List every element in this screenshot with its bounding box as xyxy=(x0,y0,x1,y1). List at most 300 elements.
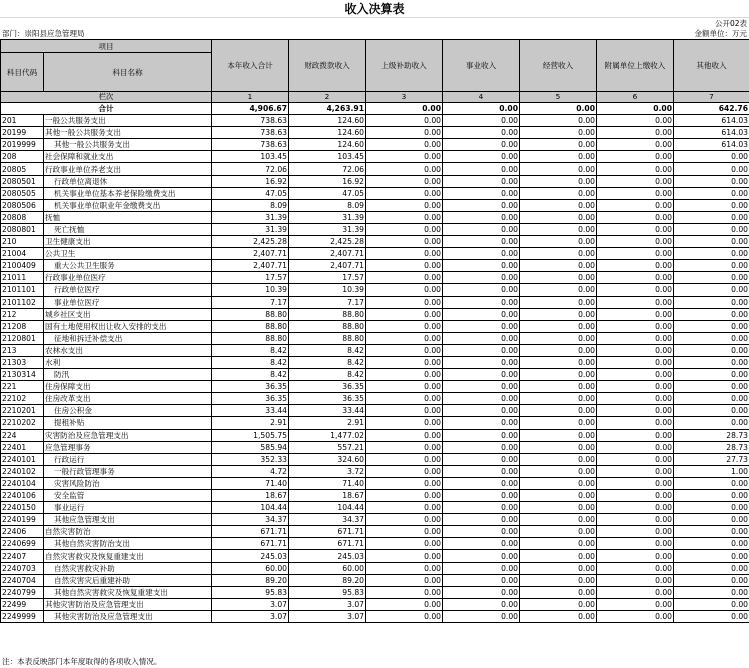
amount-cell: 0.00 xyxy=(674,211,749,223)
amount-cell: 0.00 xyxy=(443,514,520,526)
amount-cell: 0.00 xyxy=(520,344,597,356)
amount-cell: 36.35 xyxy=(289,381,366,393)
amount-cell: 0.00 xyxy=(366,610,443,622)
amount-cell: 0.00 xyxy=(520,332,597,344)
amount-cell: 671.71 xyxy=(212,526,289,538)
amount-cell: 36.35 xyxy=(289,393,366,405)
amount-cell: 104.44 xyxy=(289,502,366,514)
amount-cell: 47.05 xyxy=(212,187,289,199)
amount-cell: 0.00 xyxy=(443,538,520,550)
amount-cell: 0.00 xyxy=(597,514,674,526)
amount-cell: 0.00 xyxy=(443,236,520,248)
amount-cell: 0.00 xyxy=(597,223,674,235)
amount-cell: 60.00 xyxy=(212,562,289,574)
amount-cell: 124.60 xyxy=(289,139,366,151)
amount-cell: 0.00 xyxy=(674,344,749,356)
subject-name: 其他自然灾害救灾及恢复重建支出 xyxy=(44,586,212,598)
amount-cell: 0.00 xyxy=(674,514,749,526)
amount-cell: 7.17 xyxy=(212,296,289,308)
table-row xyxy=(1,223,749,235)
amount-cell: 614.03 xyxy=(674,127,749,139)
amount-cell: 0.00 xyxy=(520,356,597,368)
subject-code: 20808 xyxy=(1,211,44,223)
amount-cell: 0.00 xyxy=(597,441,674,453)
table-row xyxy=(1,381,749,393)
amount-cell: 0.00 xyxy=(520,369,597,381)
subject-name: 住房改革支出 xyxy=(44,393,212,405)
amount-cell: 89.20 xyxy=(212,574,289,586)
amount-cell: 0.00 xyxy=(597,453,674,465)
amount-cell: 0.00 xyxy=(674,163,749,175)
subject-code: 21011 xyxy=(1,272,44,284)
amount-cell: 0.00 xyxy=(443,598,520,610)
amount-cell: 0.00 xyxy=(366,115,443,127)
table-row xyxy=(1,127,749,139)
amount-cell: 671.71 xyxy=(289,538,366,550)
amount-cell: 352.33 xyxy=(212,453,289,465)
amount-cell: 88.80 xyxy=(212,332,289,344)
amount-cell: 0.00 xyxy=(520,223,597,235)
amount-cell: 0.00 xyxy=(520,562,597,574)
amount-cell: 0.00 xyxy=(366,344,443,356)
amount-cell: 3.07 xyxy=(289,610,366,622)
subject-name: 应急管理事务 xyxy=(44,441,212,453)
subject-name: 行政事业单位医疗 xyxy=(44,272,212,284)
subject-name: 机关事业单位职业年金缴费支出 xyxy=(44,199,212,211)
income-table xyxy=(0,39,749,623)
header-col-6: 附属单位上缴收入 xyxy=(597,40,674,92)
amount-cell: 8.42 xyxy=(212,356,289,368)
amount-cell: 0.00 xyxy=(520,296,597,308)
subject-name: 一般行政管理事务 xyxy=(44,465,212,477)
amount-cell: 3.72 xyxy=(289,465,366,477)
subject-code: 20805 xyxy=(1,163,44,175)
amount-cell: 0.00 xyxy=(443,562,520,574)
amount-cell: 0.00 xyxy=(597,151,674,163)
amount-cell: 0.00 xyxy=(597,187,674,199)
table-row xyxy=(1,502,749,514)
amount-cell: 0.00 xyxy=(366,296,443,308)
table-row xyxy=(1,453,749,465)
subject-name: 安全监管 xyxy=(44,490,212,502)
subject-code: 2240106 xyxy=(1,490,44,502)
subject-code: 2101102 xyxy=(1,296,44,308)
amount-cell: 0.00 xyxy=(520,115,597,127)
amount-cell: 0.00 xyxy=(443,393,520,405)
amount-cell: 2,425.28 xyxy=(289,236,366,248)
amount-cell: 0.00 xyxy=(366,381,443,393)
amount-cell: 0.00 xyxy=(597,586,674,598)
amount-cell: 88.80 xyxy=(212,320,289,332)
amount-cell: 124.60 xyxy=(289,115,366,127)
amount-cell: 0.00 xyxy=(597,163,674,175)
amount-cell: 0.00 xyxy=(520,211,597,223)
subject-code: 22401 xyxy=(1,441,44,453)
amount-cell: 0.00 xyxy=(443,296,520,308)
amount-cell: 2,425.28 xyxy=(212,236,289,248)
subject-name: 征地和拆迁补偿支出 xyxy=(44,332,212,344)
amount-cell: 0.00 xyxy=(520,236,597,248)
amount-cell: 31.39 xyxy=(289,223,366,235)
subject-code: 2240104 xyxy=(1,477,44,489)
amount-cell: 0.00 xyxy=(597,393,674,405)
amount-cell: 0.00 xyxy=(674,574,749,586)
amount-cell: 0.00 xyxy=(597,260,674,272)
amount-cell: 0.00 xyxy=(366,393,443,405)
amount-cell: 18.67 xyxy=(212,490,289,502)
amount-cell: 0.00 xyxy=(674,223,749,235)
amount-cell: 0.00 xyxy=(674,260,749,272)
subject-name: 事业单位医疗 xyxy=(44,296,212,308)
amount-cell: 103.45 xyxy=(212,151,289,163)
amount-cell: 0.00 xyxy=(366,453,443,465)
amount-cell: 16.92 xyxy=(289,175,366,187)
amount-cell: 0.00 xyxy=(366,151,443,163)
amount-cell: 8.09 xyxy=(212,199,289,211)
header-name: 科目名称 xyxy=(44,53,212,92)
amount-cell: 0.00 xyxy=(443,477,520,489)
table-row xyxy=(1,417,749,429)
amount-cell: 95.83 xyxy=(289,586,366,598)
amount-cell: 0.00 xyxy=(674,151,749,163)
amount-cell: 0.00 xyxy=(443,356,520,368)
total-value: 0.00 xyxy=(366,103,443,115)
subject-code: 224 xyxy=(1,429,44,441)
amount-cell: 0.00 xyxy=(520,272,597,284)
subject-code: 2240703 xyxy=(1,562,44,574)
subject-code: 2240799 xyxy=(1,586,44,598)
amount-cell: 0.00 xyxy=(674,332,749,344)
amount-cell: 0.00 xyxy=(597,284,674,296)
amount-cell: 2,407.71 xyxy=(212,248,289,260)
header-col-2: 财政拨款收入 xyxy=(289,40,366,92)
amount-cell: 0.00 xyxy=(674,502,749,514)
amount-cell: 0.00 xyxy=(597,490,674,502)
subject-name: 城乡社区支出 xyxy=(44,308,212,320)
amount-cell: 28.73 xyxy=(674,441,749,453)
table-row xyxy=(1,586,749,598)
amount-cell: 16.92 xyxy=(212,175,289,187)
subject-name: 卫生健康支出 xyxy=(44,236,212,248)
amount-cell: 0.00 xyxy=(366,163,443,175)
subject-code: 22406 xyxy=(1,526,44,538)
amount-cell: 103.45 xyxy=(289,151,366,163)
amount-cell: 0.00 xyxy=(520,405,597,417)
amount-cell: 31.39 xyxy=(212,223,289,235)
amount-cell: 0.00 xyxy=(366,260,443,272)
amount-cell: 0.00 xyxy=(674,477,749,489)
amount-cell: 0.00 xyxy=(443,199,520,211)
subject-code: 22407 xyxy=(1,550,44,562)
subject-name: 灾害防治及应急管理支出 xyxy=(44,429,212,441)
subject-code: 20199 xyxy=(1,127,44,139)
amount-cell: 0.00 xyxy=(443,502,520,514)
amount-cell: 614.03 xyxy=(674,139,749,151)
header-item-group: 项目 xyxy=(1,40,212,53)
table-row xyxy=(1,538,749,550)
amount-cell: 0.00 xyxy=(366,356,443,368)
amount-cell: 0.00 xyxy=(443,223,520,235)
table-row xyxy=(1,332,749,344)
amount-cell: 0.00 xyxy=(443,260,520,272)
amount-cell: 0.00 xyxy=(597,115,674,127)
subject-name: 事业运行 xyxy=(44,502,212,514)
amount-cell: 0.00 xyxy=(597,332,674,344)
amount-cell: 2,407.71 xyxy=(289,260,366,272)
amount-cell: 0.00 xyxy=(366,502,443,514)
table-row xyxy=(1,308,749,320)
amount-cell: 0.00 xyxy=(597,405,674,417)
amount-cell: 0.00 xyxy=(443,175,520,187)
total-value: 4,906.67 xyxy=(212,103,289,115)
total-value: 4,263.91 xyxy=(289,103,366,115)
subject-code: 2080801 xyxy=(1,223,44,235)
subject-code: 2240101 xyxy=(1,453,44,465)
amount-cell: 0.00 xyxy=(520,163,597,175)
form-code: 公开02表 xyxy=(714,19,747,28)
column-number: 6 xyxy=(597,92,674,103)
amount-cell: 0.00 xyxy=(674,272,749,284)
amount-cell: 738.63 xyxy=(212,127,289,139)
amount-cell: 10.39 xyxy=(212,284,289,296)
amount-cell: 0.00 xyxy=(597,308,674,320)
amount-cell: 0.00 xyxy=(520,490,597,502)
amount-cell: 0.00 xyxy=(443,211,520,223)
amount-cell: 0.00 xyxy=(443,151,520,163)
amount-cell: 0.00 xyxy=(443,429,520,441)
subject-name: 一般公共服务支出 xyxy=(44,115,212,127)
amount-cell: 0.00 xyxy=(366,538,443,550)
amount-cell: 0.00 xyxy=(366,211,443,223)
header-col-5: 经营收入 xyxy=(520,40,597,92)
amount-cell: 1,505.75 xyxy=(212,429,289,441)
total-value: 642.76 xyxy=(674,103,749,115)
amount-cell: 0.00 xyxy=(443,381,520,393)
amount-cell: 0.00 xyxy=(520,248,597,260)
amount-cell: 0.00 xyxy=(674,526,749,538)
footnote: 注：本表反映部门本年度取得的各项收入情况。 xyxy=(2,657,162,666)
subject-code: 2100409 xyxy=(1,260,44,272)
amount-cell: 4.72 xyxy=(212,465,289,477)
table-row xyxy=(1,236,749,248)
table-row xyxy=(1,441,749,453)
amount-cell: 8.09 xyxy=(289,199,366,211)
amount-cell: 0.00 xyxy=(443,272,520,284)
amount-cell: 245.03 xyxy=(289,550,366,562)
currency-unit-label: 金额单位：万元 xyxy=(694,29,747,38)
amount-cell: 0.00 xyxy=(443,115,520,127)
subject-code: 2240102 xyxy=(1,465,44,477)
subject-code: 2240704 xyxy=(1,574,44,586)
subject-code: 21004 xyxy=(1,248,44,260)
subject-name: 提租补贴 xyxy=(44,417,212,429)
total-value: 0.00 xyxy=(443,103,520,115)
amount-cell: 0.00 xyxy=(674,610,749,622)
subject-code: 2240150 xyxy=(1,502,44,514)
subject-name: 行政单位离退休 xyxy=(44,175,212,187)
amount-cell: 0.00 xyxy=(366,223,443,235)
amount-cell: 2,407.71 xyxy=(289,248,366,260)
subject-code: 2240699 xyxy=(1,538,44,550)
amount-cell: 31.39 xyxy=(212,211,289,223)
table-row xyxy=(1,211,749,223)
amount-cell: 71.40 xyxy=(212,477,289,489)
amount-cell: 0.00 xyxy=(520,139,597,151)
subject-name: 行政单位医疗 xyxy=(44,284,212,296)
amount-cell: 0.00 xyxy=(520,199,597,211)
amount-cell: 0.00 xyxy=(674,187,749,199)
amount-cell: 17.57 xyxy=(212,272,289,284)
amount-cell: 0.00 xyxy=(674,175,749,187)
table-row xyxy=(1,272,749,284)
column-number: 2 xyxy=(289,92,366,103)
amount-cell: 0.00 xyxy=(674,405,749,417)
amount-cell: 0.00 xyxy=(674,598,749,610)
amount-cell: 0.00 xyxy=(366,369,443,381)
subject-code: 22102 xyxy=(1,393,44,405)
page-title: 收入决算表 xyxy=(344,2,405,16)
amount-cell: 0.00 xyxy=(366,477,443,489)
subject-name: 防汛 xyxy=(44,369,212,381)
amount-cell: 0.00 xyxy=(597,417,674,429)
table-row xyxy=(1,284,749,296)
amount-cell: 0.00 xyxy=(443,369,520,381)
subject-name: 自然灾害灾后重建补助 xyxy=(44,574,212,586)
table-row xyxy=(1,429,749,441)
total-value: 0.00 xyxy=(597,103,674,115)
amount-cell: 0.00 xyxy=(597,369,674,381)
table-row xyxy=(1,526,749,538)
subject-name: 行政事业单位养老支出 xyxy=(44,163,212,175)
header-col-7: 其他收入 xyxy=(674,40,749,92)
subject-code: 2240199 xyxy=(1,514,44,526)
amount-cell: 0.00 xyxy=(674,381,749,393)
amount-cell: 0.00 xyxy=(520,574,597,586)
amount-cell: 33.44 xyxy=(289,405,366,417)
amount-cell: 8.42 xyxy=(289,369,366,381)
amount-cell: 0.00 xyxy=(443,550,520,562)
amount-cell: 0.00 xyxy=(520,260,597,272)
amount-cell: 671.71 xyxy=(289,526,366,538)
amount-cell: 0.00 xyxy=(520,610,597,622)
amount-cell: 18.67 xyxy=(289,490,366,502)
amount-cell: 0.00 xyxy=(597,236,674,248)
subject-name: 其他应急管理支出 xyxy=(44,514,212,526)
table-row xyxy=(1,199,749,211)
amount-cell: 0.00 xyxy=(520,453,597,465)
amount-cell: 0.00 xyxy=(443,248,520,260)
subject-code: 2210201 xyxy=(1,405,44,417)
amount-cell: 0.00 xyxy=(597,538,674,550)
table-row xyxy=(1,610,749,622)
amount-cell: 0.00 xyxy=(520,393,597,405)
column-number: 4 xyxy=(443,92,520,103)
subject-code: 2120801 xyxy=(1,332,44,344)
amount-cell: 0.00 xyxy=(366,598,443,610)
amount-cell: 0.00 xyxy=(520,538,597,550)
amount-cell: 0.00 xyxy=(674,296,749,308)
amount-cell: 0.00 xyxy=(597,175,674,187)
subject-code: 221 xyxy=(1,381,44,393)
amount-cell: 0.00 xyxy=(674,490,749,502)
amount-cell: 0.00 xyxy=(674,320,749,332)
table-row xyxy=(1,598,749,610)
subject-name: 灾害风险防治 xyxy=(44,477,212,489)
amount-cell: 31.39 xyxy=(289,211,366,223)
table-row xyxy=(1,248,749,260)
amount-cell: 27.73 xyxy=(674,453,749,465)
amount-cell: 34.37 xyxy=(212,514,289,526)
amount-cell: 0.00 xyxy=(597,211,674,223)
amount-cell: 36.35 xyxy=(212,381,289,393)
table-row xyxy=(1,260,749,272)
amount-cell: 0.00 xyxy=(674,586,749,598)
row-label: 栏次 xyxy=(1,92,212,103)
amount-cell: 0.00 xyxy=(366,441,443,453)
table-row xyxy=(1,550,749,562)
table-row xyxy=(1,115,749,127)
subject-name: 公共卫生 xyxy=(44,248,212,260)
subject-name: 农林水支出 xyxy=(44,344,212,356)
amount-cell: 0.00 xyxy=(674,538,749,550)
subject-code: 2249999 xyxy=(1,610,44,622)
amount-cell: 0.00 xyxy=(443,441,520,453)
amount-cell: 0.00 xyxy=(674,562,749,574)
subject-name: 抚恤 xyxy=(44,211,212,223)
amount-cell: 0.00 xyxy=(443,586,520,598)
amount-cell: 0.00 xyxy=(366,586,443,598)
amount-cell: 0.00 xyxy=(597,502,674,514)
amount-cell: 0.00 xyxy=(520,441,597,453)
subject-code: 2130314 xyxy=(1,369,44,381)
amount-cell: 0.00 xyxy=(443,163,520,175)
amount-cell: 0.00 xyxy=(520,187,597,199)
amount-cell: 0.00 xyxy=(366,514,443,526)
amount-cell: 0.00 xyxy=(366,320,443,332)
amount-cell: 1.00 xyxy=(674,465,749,477)
table-row xyxy=(1,139,749,151)
amount-cell: 36.35 xyxy=(212,393,289,405)
amount-cell: 0.00 xyxy=(674,308,749,320)
amount-cell: 0.00 xyxy=(597,562,674,574)
amount-cell: 0.00 xyxy=(443,526,520,538)
amount-cell: 0.00 xyxy=(443,187,520,199)
amount-cell: 88.80 xyxy=(289,320,366,332)
amount-cell: 0.00 xyxy=(597,296,674,308)
subject-name: 其他一般公共服务支出 xyxy=(44,127,212,139)
amount-cell: 1,477.02 xyxy=(289,429,366,441)
subject-name: 社会保障和就业支出 xyxy=(44,151,212,163)
amount-cell: 3.07 xyxy=(212,598,289,610)
amount-cell: 124.60 xyxy=(289,127,366,139)
amount-cell: 0.00 xyxy=(674,199,749,211)
amount-cell: 0.00 xyxy=(366,417,443,429)
amount-cell: 8.42 xyxy=(289,344,366,356)
amount-cell: 0.00 xyxy=(520,586,597,598)
amount-cell: 88.80 xyxy=(212,308,289,320)
subject-code: 212 xyxy=(1,308,44,320)
amount-cell: 0.00 xyxy=(366,490,443,502)
amount-cell: 0.00 xyxy=(366,127,443,139)
subject-code: 2080505 xyxy=(1,187,44,199)
table-row xyxy=(1,393,749,405)
amount-cell: 0.00 xyxy=(597,465,674,477)
column-number: 1 xyxy=(212,92,289,103)
amount-cell: 0.00 xyxy=(597,598,674,610)
amount-cell: 8.42 xyxy=(212,369,289,381)
amount-cell: 0.00 xyxy=(597,356,674,368)
amount-cell: 28.73 xyxy=(674,429,749,441)
